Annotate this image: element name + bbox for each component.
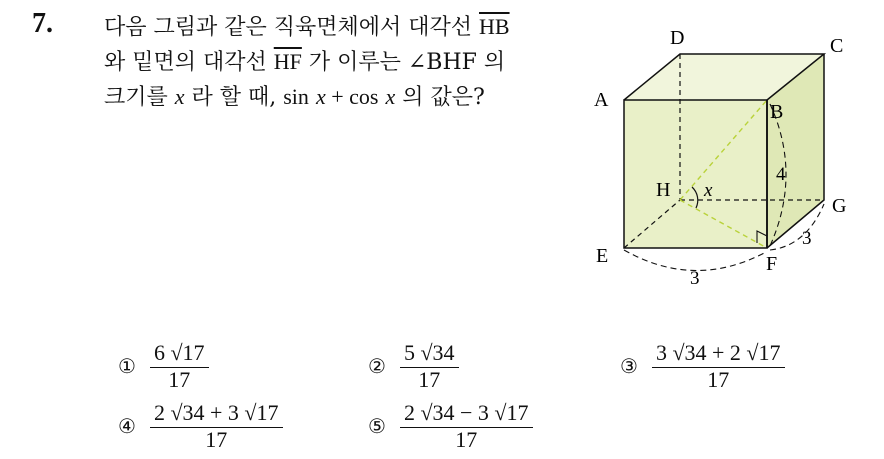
segment-hf: $\overline{HF}$ <box>273 49 302 74</box>
sin-arg: x <box>315 84 326 109</box>
stem-line-3 <box>104 80 574 115</box>
stem-text-2b: 가 이루는 ∠BHF 의 <box>301 50 506 75</box>
stem-text-2a: 와 밑면의 대각선 <box>104 50 274 75</box>
label-h: H <box>656 179 671 201</box>
plus-sign: + <box>325 84 350 109</box>
choice-4-fraction <box>150 400 283 452</box>
stem-text-3c: 의 값은? <box>395 85 485 110</box>
choice-5-fraction <box>400 400 533 452</box>
stem-text-1: 다음 그림과 같은 직육면체에서 대각선 <box>104 15 479 40</box>
label-b: B <box>770 101 784 123</box>
choice-3[interactable] <box>620 340 785 392</box>
choice-5-denominator: 17 <box>455 427 478 452</box>
label-c: C <box>830 35 844 57</box>
question-number: 7. <box>32 8 53 39</box>
question-stem <box>104 10 574 115</box>
choice-1-numerator: 6 √17 <box>150 340 209 368</box>
choice-2-mark: ② <box>368 354 386 378</box>
cos-function: cos <box>349 84 379 109</box>
label-f: F <box>766 253 778 275</box>
choice-5[interactable] <box>368 400 533 452</box>
label-g: G <box>832 195 847 217</box>
choice-4[interactable] <box>118 400 283 452</box>
label-a: A <box>594 89 609 111</box>
choice-2-numerator: 5 √34 <box>400 340 459 368</box>
choice-5-mark: ⑤ <box>368 414 386 438</box>
stem-line-2 <box>104 45 574 80</box>
label-d: D <box>670 27 685 49</box>
stem-text-3b: 라 할 때, <box>184 85 284 110</box>
choice-4-mark: ④ <box>118 414 136 438</box>
choice-4-denominator: 17 <box>205 427 228 452</box>
choice-2[interactable] <box>368 340 459 392</box>
choice-3-mark: ③ <box>620 354 638 378</box>
stem-text-3a: 크기를 <box>104 85 175 110</box>
choice-3-denominator: 17 <box>707 367 730 392</box>
choice-1[interactable] <box>118 340 209 392</box>
sin-function: sin <box>283 84 309 109</box>
choice-1-mark: ① <box>118 354 136 378</box>
choice-1-denominator: 17 <box>168 367 191 392</box>
choice-3-fraction <box>652 340 785 392</box>
cos-arg: x <box>385 84 396 109</box>
front-face <box>624 100 767 248</box>
dim-label-bottom: 3 <box>690 268 700 289</box>
choice-1-fraction <box>150 340 209 392</box>
choice-4-numerator: 2 √34 + 3 √17 <box>150 400 283 428</box>
segment-hb: $\overline{HB}$ <box>479 14 510 39</box>
choice-5-numerator: 2 √34 − 3 √17 <box>400 400 533 428</box>
choice-3-numerator: 3 √34 + 2 √17 <box>652 340 785 368</box>
label-e: E <box>596 245 609 267</box>
choice-2-fraction <box>400 340 459 392</box>
cuboid-figure <box>580 20 870 290</box>
variable-x: x <box>174 84 185 109</box>
stem-line-1 <box>104 10 574 45</box>
dim-label-height: 4 <box>776 164 786 185</box>
choice-2-denominator: 17 <box>418 367 441 392</box>
angle-label: x <box>704 180 713 201</box>
dim-label-side: 3 <box>802 228 812 249</box>
